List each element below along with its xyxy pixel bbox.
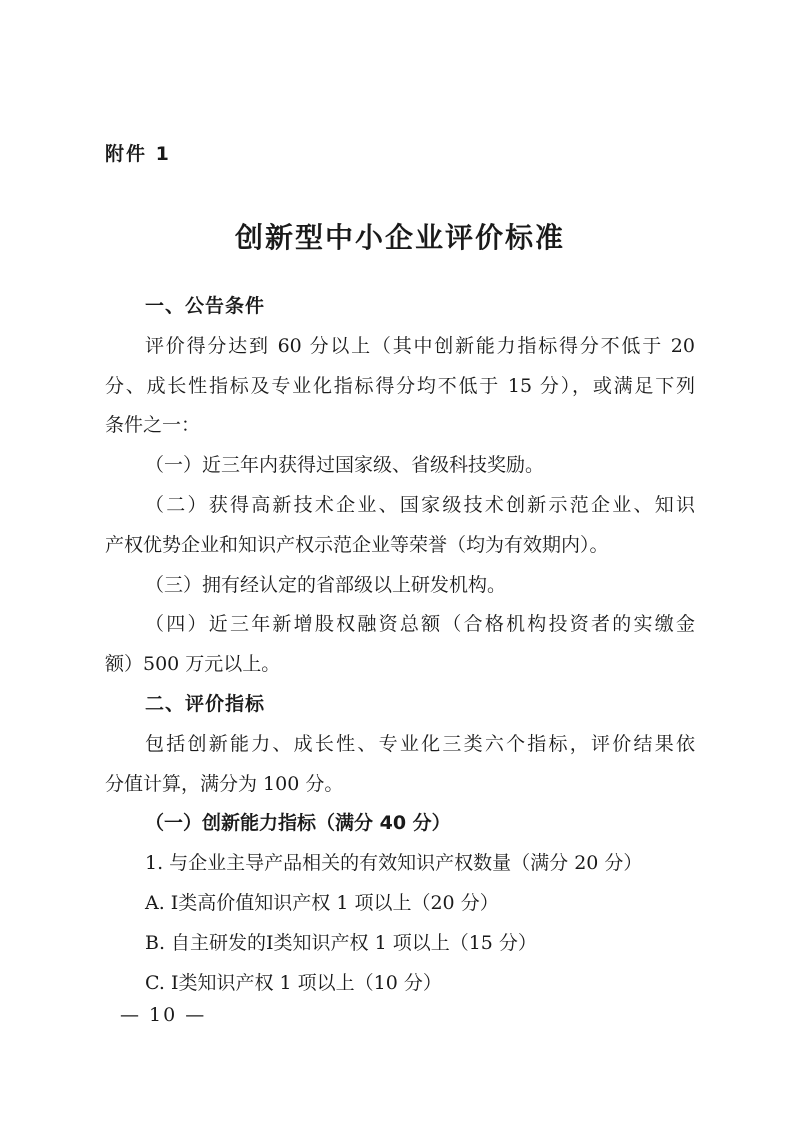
section-heading-announcement: 一、公告条件 <box>145 295 266 317</box>
paragraph-line: 分值计算，满分为 100 分。 <box>105 772 344 795</box>
condition-item-1: （一）近三年内获得过国家级、省级科技奖励。 <box>145 454 545 477</box>
condition-item-3: （三）拥有经认定的省部级以上研发机构。 <box>145 573 507 596</box>
attachment-label: 附件 1 <box>105 143 171 165</box>
document-title: 创新型中小企业评价标准 <box>234 221 565 254</box>
page-number: — 10 — <box>120 1004 207 1026</box>
option-b: B. 自主研发的Ⅰ类知识产权 1 项以上（15 分） <box>145 931 537 954</box>
criterion-item-1: 1. 与企业主导产品相关的有效知识产权数量（满分 20 分） <box>145 852 643 875</box>
paragraph-line: 条件之一： <box>105 414 201 437</box>
paragraph-line: 评价得分达到 60 分以上（其中创新能力指标得分不低于 20 <box>145 334 695 357</box>
option-c: C. Ⅰ类知识产权 1 项以上（10 分） <box>145 971 442 994</box>
option-a: A. Ⅰ类高价值知识产权 1 项以上（20 分） <box>145 891 499 914</box>
paragraph-line: 包括创新能力、成长性、专业化三类六个指标，评价结果依 <box>145 732 695 755</box>
document-body <box>105 287 695 1003</box>
paragraph-line: 分、成长性指标及专业化指标得分均不低于 15 分），或满足下列 <box>105 374 695 397</box>
paragraph-line: 产权优势企业和知识产权示范企业等荣誉（均为有效期内）。 <box>105 533 609 556</box>
paragraph-line: 额）500 万元以上。 <box>105 653 281 676</box>
condition-item-4: （四）近三年新增股权融资总额（合格机构投资者的实缴金 <box>145 613 695 636</box>
section-heading-indicators: 二、评价指标 <box>145 692 266 715</box>
condition-item-2: （二）获得高新技术企业、国家级技术创新示范企业、知识 <box>145 493 695 516</box>
subsection-heading-innovation: （一）创新能力指标（满分 40 分） <box>145 812 451 835</box>
